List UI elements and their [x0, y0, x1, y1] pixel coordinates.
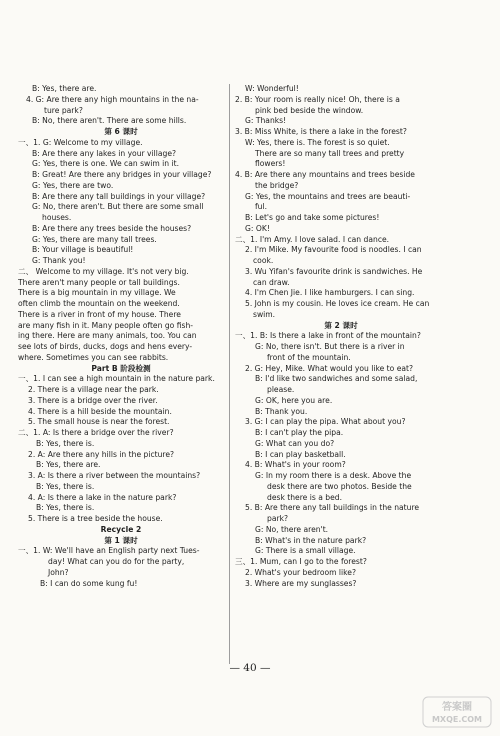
text-line: 2. There is a village near the park. [28, 385, 159, 394]
text-line: 4. G: Are there any high mountains in the na- [26, 94, 199, 104]
text-line: G: In my room there is a desk. Above the [255, 471, 412, 480]
text-line: 5. The small house is near the forest. [28, 417, 170, 427]
right-column [235, 84, 447, 589]
section-header: Part B 阶段检测 [91, 363, 151, 373]
text-line: please. [267, 385, 295, 394]
text-line: John? [48, 567, 69, 577]
text-line: G: Yes, there is one. We can swim in it. [32, 159, 180, 169]
text-line: B: No, there aren't. There are some hills. [32, 116, 187, 126]
text-line: can draw. [253, 277, 290, 287]
section-header: 第 2 课时 [324, 320, 358, 330]
text-line: G: Yes, the mountains and trees are beauti- [245, 191, 411, 201]
text-line: ful. [255, 202, 268, 212]
text-line: There is a big mountain in my village. We [18, 288, 176, 298]
text-line: 4. There is a hill beside the mountain. [28, 406, 172, 416]
text-line: B: Yes, there is. [36, 438, 95, 448]
text-line: 一、1. I can see a high mountain in the nature park. [18, 374, 215, 384]
svg-text:MXQE.COM: MXQE.COM [431, 715, 483, 724]
text-line: cook. [253, 256, 274, 265]
text-line: 三、1. Mum, can I go to the forest? [235, 557, 367, 566]
text-line: 2. I'm Mike. My favourite food is noodles. I can [245, 245, 422, 255]
text-line: 一、1. G: Welcome to my village. [18, 137, 143, 147]
text-line: 3. Wu Yifan's favourite drink is sandwiches. He [245, 266, 423, 276]
text-line: pink bed beside the window. [255, 105, 364, 115]
text-line: B: Yes, there are. [32, 84, 97, 93]
text-line: 3. Where are my sunglasses? [245, 578, 357, 588]
text-line: G: No, there aren't. But there are some small [32, 202, 204, 212]
text-line: ing there. Here are many animals, too. You can [18, 331, 197, 341]
text-line: B: Yes, there is. [36, 481, 95, 491]
text-line: 5. John is my cousin. He loves ice cream. He can [245, 299, 430, 308]
text-line: 二、 Welcome to my village. It's not very big. [18, 266, 189, 276]
text-line: the bridge? [255, 180, 299, 190]
text-line: 2. What's your bedroom like? [245, 567, 356, 577]
text-line: 4. B: Are there any mountains and trees beside [235, 170, 415, 179]
text-line: B: Great! Are there any bridges in your village? [32, 170, 212, 179]
text-line: 5. B: Are there any tall buildings in the nature [245, 503, 420, 513]
watermark-logo [422, 696, 492, 728]
text-line: B: I can do some kung fu! [40, 578, 138, 588]
text-line: 二、1. I'm Amy. I love salad. I can dance. [235, 234, 390, 244]
text-line: There aren't many people or tall buildings. [18, 277, 180, 287]
text-line: B: Let's go and take some pictures! [245, 213, 380, 222]
text-line: 5. There is a tree beside the house. [28, 514, 163, 523]
text-line: B: Yes, there are. [36, 460, 101, 470]
text-line: 一、1. B: Is there a lake in front of the mountain? [235, 331, 421, 341]
section-header: 第 1 课时 [104, 535, 138, 545]
text-line: G: Thank you! [32, 256, 86, 265]
text-line: B: Thank you. [255, 406, 308, 416]
section-header: Recycle 2 [100, 524, 142, 534]
text-line: 2. A: Are there any hills in the picture? [28, 449, 175, 459]
text-line: G: Yes, there are many tall trees. [32, 234, 157, 244]
text-line: front of the mountain. [267, 352, 351, 362]
text-line: 二、1. A: Is there a bridge over the river? [18, 428, 174, 437]
text-line: G: No, there aren't. [255, 524, 329, 534]
text-line: see lots of birds, ducks, dogs and hens every- [18, 342, 193, 351]
text-line: park? [267, 514, 289, 523]
text-line: ture park? [44, 105, 83, 115]
text-line: 3. There is a bridge over the river. [28, 395, 158, 405]
text-line: G: OK! [245, 223, 270, 233]
text-line: G: What can you do? [255, 438, 335, 448]
text-line: G: No, there isn't. But there is a river in [255, 342, 405, 351]
text-line: desk there are two photos. Beside the [267, 481, 412, 491]
text-line: W: Wonderful! [245, 84, 299, 93]
text-line: B: What's in the nature park? [255, 535, 367, 545]
text-line: desk there is a bed. [267, 492, 343, 502]
page-number: — 40 — [229, 662, 271, 674]
text-line: G: OK, here you are. [255, 395, 333, 405]
text-line: swim. [253, 309, 276, 319]
text-line: 4. B: What's in your room? [245, 460, 346, 470]
text-line: often climb the mountain on the weekend. [18, 299, 180, 308]
text-line: 一、1. W: We'll have an English party next Tues- [18, 546, 200, 556]
text-line: B: I can't play the pipa. [255, 428, 344, 437]
text-line: houses. [42, 213, 72, 222]
text-line: B: I can play basketball. [255, 449, 346, 459]
text-line: 2. B: Your room is really nice! Oh, there is a [235, 94, 400, 104]
text-line: 4. I'm Chen Jie. I like hamburgers. I can sing. [245, 288, 415, 298]
text-line: 3. G: I can play the pipa. What about you? [245, 417, 406, 427]
text-line: 3. B: Miss White, is there a lake in the forest? [235, 127, 407, 136]
text-line: B: Are there any tall buildings in your village? [32, 191, 206, 201]
text-line: There is a river in front of my house. There [18, 309, 181, 319]
text-line: flowers! [255, 159, 286, 169]
text-line: G: Thanks! [245, 116, 287, 126]
text-line: B: Are there any lakes in your village? [32, 148, 177, 158]
text-line: G: There is a small village. [255, 546, 356, 556]
column-divider [229, 84, 230, 664]
svg-text:答案圈: 答案圈 [442, 702, 472, 713]
text-line: are many fish in it. Many people often go fish- [18, 320, 193, 330]
text-line: B: Yes, there is. [36, 503, 95, 513]
text-line: day! What can you do for the party, [48, 557, 185, 566]
left-column [18, 84, 224, 589]
text-line: W: Yes, there is. The forest is so quiet. [245, 137, 390, 147]
text-line: 4. A: Is there a lake in the nature park? [28, 492, 177, 502]
text-line: B: Are there any trees beside the houses? [32, 223, 192, 233]
text-line: 2. G: Hey, Mike. What would you like to eat? [245, 363, 414, 373]
text-line: G: Yes, there are two. [32, 180, 114, 190]
text-line: 3. A: Is there a river between the mountains? [28, 471, 201, 480]
text-line: B: Your village is beautiful! [32, 245, 134, 255]
text-line: There are so many tall trees and pretty [255, 148, 405, 158]
text-line: B: I'd like two sandwiches and some salad, [255, 374, 418, 384]
section-header: 第 6 课时 [104, 127, 138, 136]
text-line: where. Sometimes you can see rabbits. [18, 352, 169, 362]
